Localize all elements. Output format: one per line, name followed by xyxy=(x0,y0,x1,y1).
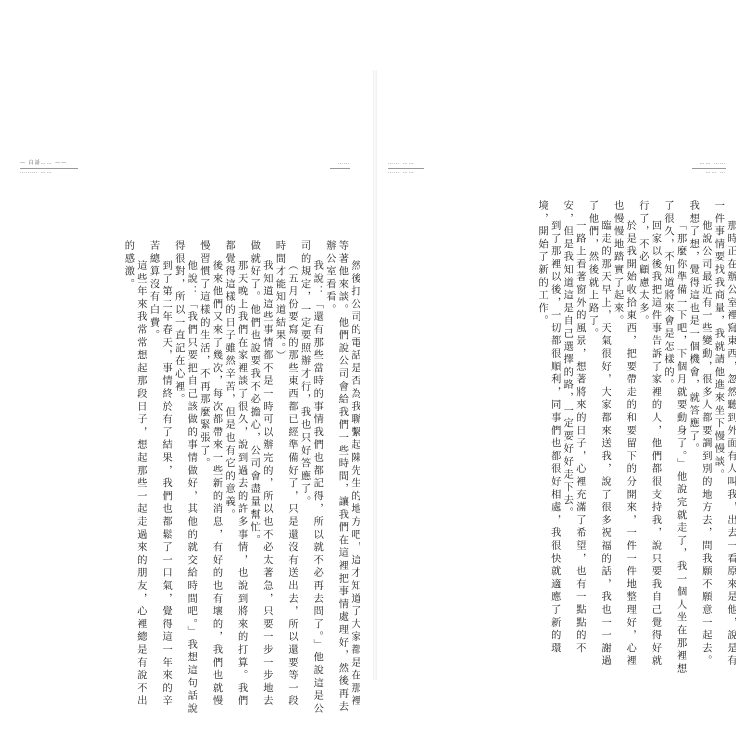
right-paragraph: 於是我開始收拾東西，把要帶走的和要留下的分開來，一件一件地整理好，心裡也慢慢地踏實了起來。 xyxy=(611,200,636,669)
right-header-title: …… …… xyxy=(699,160,726,166)
right-header-left-text: …… …… xyxy=(388,160,415,166)
right-paragraph: 到了那裡以後，一切都很順利，同事們也都很好相處，我很快就適應了新的環境，開始了新的工作。 xyxy=(536,200,560,656)
left-paragraph: 後來他們又來了幾次，每次都帶來一些新的消息，有好的也有壞的，我們也就慢慢習慣了這樣的生活，不再那麼緊張了。 xyxy=(197,240,222,709)
right-paragraph: 一路上看著窗外的風景，想著將來的日子，心裡充滿了希望，也有一點點的不安，但是我知道這是自己選擇的路，一定要好好走下去。 xyxy=(561,200,585,656)
right-header-subtitle: …… … xyxy=(705,169,726,175)
left-header-right-text: …… xyxy=(338,160,350,166)
right-header-mark xyxy=(388,160,424,176)
right-header-left-sub: …… …… xyxy=(388,169,415,175)
left-paragraph: 到了第二年春天，事情終於有了結果，我們也都鬆了一口氣，覺得這一年來的辛苦總算沒有白費。 xyxy=(147,240,172,709)
left-paragraph: 這些年來我常常想起那段日子，想起那些一起走過來的朋友，心裡總是有說不出的感激。 xyxy=(122,240,146,709)
left-paragraph: 他說：「我們只要把自己該做的事情做好，其他的就交給時間吧。」我想這句話說得很對，所以一直記在心裡。 xyxy=(172,240,197,717)
right-paragraph: 「那麼你準備一下吧，下個月就要動身了。」他說完就走了，我一個人坐在那裡想了很久，不知道將來會是怎樣的。 xyxy=(662,200,686,677)
right-paragraph: 他說公司最近有一些變動，很多人都要調到別的地方去，問我願不願意一起去。我想了想，覺得這也是一個機會，就答應了。 xyxy=(687,200,711,669)
left-paragraph: 我說：「還有那些當時的事情我們也都記得，所以就不必再去問了。」他說這是公司的規定，一定要照辦才行，我也只好答應了。 xyxy=(298,240,323,717)
left-paragraph: 我知道這些事情都不是一時可以辦完的，所以也不必太著急，只要一步一步地去做就好了。他們也說要我不必擔心，公司會盡量幫忙。 xyxy=(248,240,272,709)
right-running-header xyxy=(692,160,726,176)
left-paragraph: 然後打公司的電話是否為我聯繫起陳先生的地方吧，這才知道了大家都是在那裡等著他來談。他們說公司會給我們一些時間，讓我們在這裡把事情處理好，然後再去辦公室看看。 xyxy=(323,240,360,714)
right-page xyxy=(376,0,750,750)
right-body-text xyxy=(376,200,736,680)
left-header-mark xyxy=(330,160,350,169)
left-body-text xyxy=(20,240,360,720)
right-paragraph: 那時正在辦公室裡寫東西，忽然聽到外面有人叫我，出去一看原來是他，說是有一件事情要找我商量，我就請他進來坐下慢慢談。 xyxy=(712,200,736,669)
right-paragraph: 臨走的那天早上，天氣很好，大家都來送我，說了很多祝福的話，我也一一謝過了他們，然後就上路了。 xyxy=(586,200,611,669)
left-header-right-rule xyxy=(330,168,350,169)
left-page xyxy=(0,0,374,750)
right-paragraph: 回家以後我把這件事告訴了家裡的人，他們都很支持我，說只要我自己覺得好就行了，不必顧慮太多。 xyxy=(636,200,661,669)
left-paragraph: （五月份要寫的那些東西都已經準備好了，只是還沒有送出去，所以還要等一段時間才能知道結果。） xyxy=(273,240,298,709)
left-running-header xyxy=(20,160,78,176)
left-header-subtitle: ……… …… xyxy=(20,169,53,175)
left-header-title: — 白話…… —— xyxy=(20,160,68,166)
left-paragraph: 那天晚上我們在家裡談了很久，說到過去的許多事情，也說到將來的打算。我們都覺得這樣的日子雖然辛苦，但是也有它的意義。 xyxy=(223,240,247,709)
